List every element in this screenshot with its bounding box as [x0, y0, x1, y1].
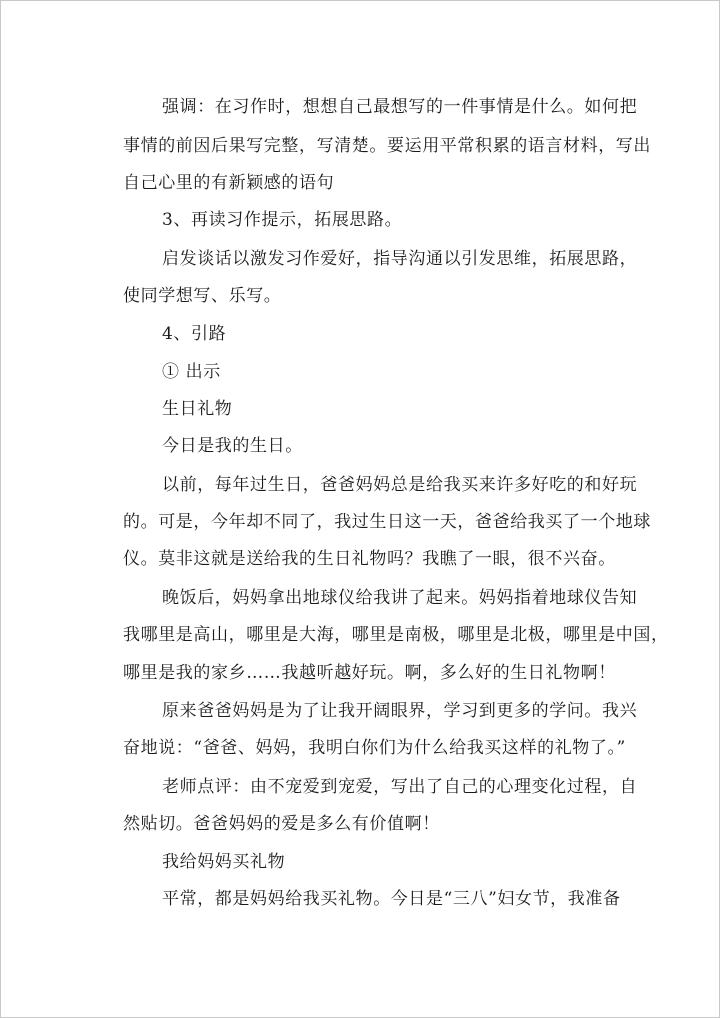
teacher-comment: 老师点评：由不宠爱到宠爱，写出了自己的心理变化过程，自 — [162, 777, 638, 797]
text-line: 使同学想写、乐写。 — [123, 286, 282, 306]
section-heading-3: 3、再读习作提示，拓展思路。 — [162, 210, 403, 230]
text-line: 奋地说：“爸爸、妈妈，我明白你们为什么给我买这样的礼物了。” — [123, 738, 626, 758]
text-line: 原来爸爸妈妈是为了让我开阔眼界，学习到更多的学问。我兴 — [162, 701, 638, 721]
text-line: 晚饭后，妈妈拿出地球仪给我讲了起来。妈妈指着地球仪告知 — [162, 588, 638, 608]
text-line: 我哪里是高山，哪里是大海，哪里是南极，哪里是北极，哪里是中国， — [123, 625, 669, 645]
text-line: 自己心里的有新颖感的语句 — [123, 173, 335, 193]
essay-title-birthday-gift: 生日礼物 — [162, 399, 233, 419]
section-heading-4: 4、引路 — [162, 324, 227, 344]
text-line: 的。可是，今年却不同了，我过生日这一天，爸爸给我买了一个地球 — [123, 512, 651, 532]
text-line: 事情的前因后果写完整，写清楚。要运用平常积累的语言材料，写出 — [123, 136, 651, 156]
text-line: 仪。莫非这就是送给我的生日礼物吗？我瞧了一眼，很不兴奋。 — [123, 549, 616, 569]
text-line: 哪里是我的家乡……我越听越好玩。啊，多么好的生日礼物啊！ — [123, 663, 616, 683]
essay-title-gift-for-mom: 我给妈妈买礼物 — [162, 852, 286, 872]
text-line: 以前，每年过生日，爸爸妈妈总是给我买来许多好吃的和好玩 — [162, 475, 638, 495]
text-line: 启发谈话以激发习作爱好，指导沟通以引发思维，拓展思路， — [162, 249, 638, 269]
text-line: 然贴切。爸爸妈妈的爱是多么有价值啊！ — [123, 814, 440, 834]
text-line-emphasis: 强调：在习作时，想想自己最想写的一件事情是什么。如何把 — [162, 97, 638, 117]
text-line: 平常，都是妈妈给我买礼物。今日是“三八”妇女节，我准备 — [162, 889, 621, 909]
text-line: 今日是我的生日。 — [162, 436, 303, 456]
sub-heading-show: ① 出示 — [162, 362, 221, 382]
